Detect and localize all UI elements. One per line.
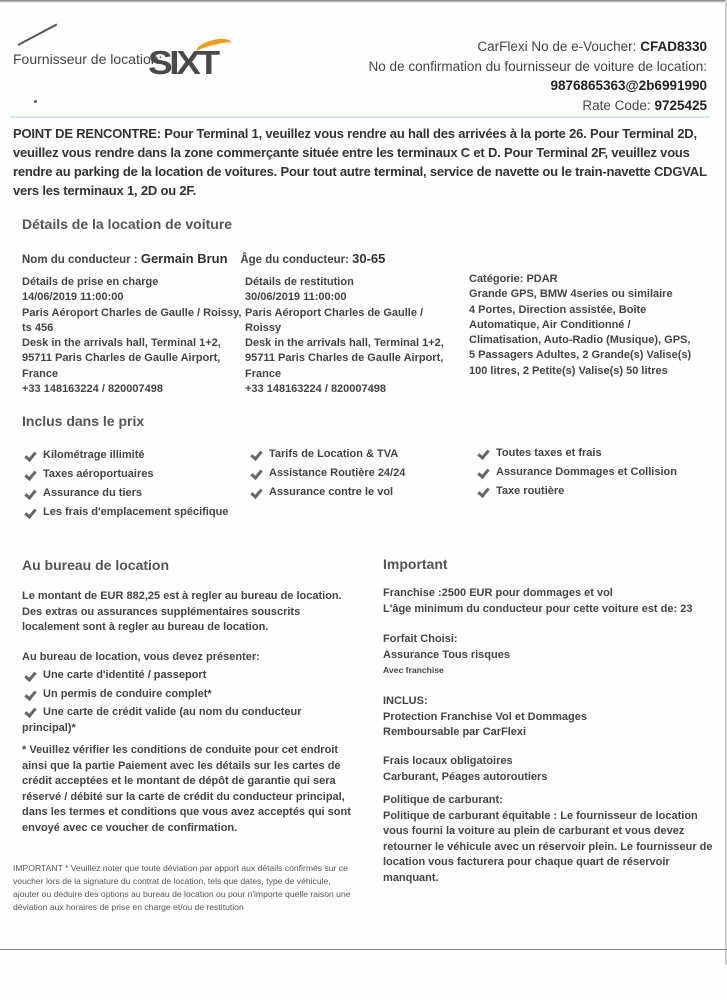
- check-icon: [26, 670, 36, 679]
- package-block: [383, 632, 713, 677]
- check-icon: [252, 468, 262, 477]
- rental-office-title: Au bureau de location: [22, 557, 170, 573]
- check-icon: [479, 448, 489, 457]
- document-item-credit-card: Une carte de crédit valide (au nom du conducteur principal)*: [22, 706, 302, 734]
- pickup-datetime: 14/06/2019 11:00:00: [22, 291, 124, 304]
- included-item: Tarifs de Location & TVA: [252, 444, 405, 463]
- pickup-title: Détails de prise en charge: [22, 276, 159, 288]
- included-item: Les frais d'emplacement spécifique: [26, 502, 228, 521]
- fuel-policy-text: Politique de carburant équitable : Le fournisseur de location vous fourni la voiture au plein de carburant et vous devez retourner le véhicule avec un réservoir plein. Le fournisseur de location vous facturera pour chaque quart de réservoir manquant.: [383, 809, 713, 884]
- included-item: Assurance Dommages et Collision: [479, 462, 677, 481]
- included-line-2: Remboursable par CarFlexi: [383, 726, 527, 738]
- logo-text: SIXT: [148, 44, 217, 81]
- package-label: Forfait Choisi:: [383, 633, 458, 645]
- rate-code-line: [369, 96, 707, 116]
- important-block-1: [383, 586, 713, 617]
- local-fees-block: [383, 754, 713, 785]
- check-icon: [26, 488, 36, 497]
- voucher-label: CarFlexi No de e-Voucher:: [477, 39, 637, 54]
- voucher-value: CFAD8330: [640, 39, 707, 54]
- driver-name: Germain Brun: [140, 251, 228, 266]
- supplier-label: Fournisseur de location:: [13, 51, 163, 67]
- included-line-1: Protection Franchise Vol et Dommages: [383, 710, 587, 723]
- check-icon: [479, 486, 489, 495]
- rental-details-title: Détails de la location de voiture: [22, 216, 233, 232]
- min-age: L'âge minimum du conducteur pour cette voiture est de: 23: [383, 602, 693, 615]
- included-item: Kilométrage illimité: [26, 445, 228, 464]
- check-icon: [26, 450, 36, 459]
- check-icon: [252, 487, 262, 496]
- scan-top-edge: [0, 0, 727, 3]
- car-features: 4 Portes, Direction assistée, Boîte Automatique, Air Conditionné / Climatisation, Auto-Radio (Musique), GPS, 5 Passagers Adultes, 2 Grande(s) Valise(s) 100 litres, 2 Petite(s) Valise(s) 50 litres: [469, 303, 692, 377]
- meeting-point-text: Pour Terminal 1, veuillez vous rendre au hall des arrivées à la porte 26. Pour Terminal 2D, veuillez vous rendre dans la zone commerçante située entre les terminaux C et D. Pour Terminal 2F, veuillez vous rendre au parking de la location de voitures. Pour tout autre terminal, service de navette ou le train-navette CDGVAL vers les terminaux 1, 2D ou 2F.: [13, 126, 707, 198]
- ink-dot: [34, 100, 37, 103]
- return-details: [245, 275, 460, 397]
- included-list-1: [26, 445, 228, 521]
- check-icon: [26, 706, 36, 715]
- included-list-2: [252, 444, 405, 501]
- package-name: Assurance Tous risques: [383, 648, 510, 661]
- header-divider: [10, 116, 710, 118]
- return-title: Détails de restitution: [245, 276, 354, 288]
- driver-line: [22, 251, 385, 266]
- car-category: [469, 272, 694, 379]
- pickup-phone: +33 148163224 / 820007498: [22, 383, 164, 396]
- page-bottom-edge: [0, 949, 727, 950]
- check-icon: [26, 689, 36, 698]
- meeting-point-label: POINT DE RENCONTRE:: [13, 126, 161, 141]
- car-model: Grande GPS, BMW 4series ou similaire: [469, 288, 673, 301]
- voucher-number-line: [369, 37, 707, 57]
- category-title: Catégorie: PDAR: [469, 273, 558, 285]
- included-item: Taxes aéroportuaires: [26, 464, 228, 483]
- check-icon: [26, 469, 36, 478]
- return-phone: +33 148163224 / 820007498: [245, 383, 387, 396]
- driver-age-label: Âge du conducteur:: [240, 254, 349, 266]
- pen-mark: [18, 23, 58, 45]
- pickup-details: [22, 275, 247, 397]
- document-item: Une carte d'identité / passeport: [26, 665, 336, 684]
- package-note: Avec franchise: [383, 665, 444, 675]
- meeting-point: [13, 124, 713, 200]
- check-icon: [479, 467, 489, 476]
- return-location: Paris Aéroport Charles de Gaulle / Roissy: [245, 306, 424, 334]
- included-item: Assurance contre le vol: [252, 482, 405, 501]
- present-label: Au bureau de location, vous devez présenter:: [22, 651, 260, 663]
- local-fees: Carburant, Péages autoroutiers: [383, 770, 548, 783]
- included-item: Toutes taxes et frais: [479, 443, 677, 462]
- included-list-3: [479, 443, 677, 500]
- check-icon: [26, 507, 36, 516]
- included-item: Assistance Routière 24/24: [252, 463, 405, 482]
- document-item: Un permis de conduire complet*: [26, 684, 336, 703]
- included-title: Inclus dans le prix: [22, 413, 145, 429]
- pickup-desk: Desk in the arrivals hall, Terminal 1+2, 95711 Paris Charles de Gaulle Airport, France: [22, 337, 221, 380]
- confirmation-value: 9876865363@2b6991990: [550, 78, 707, 93]
- included-label: INCLUS:: [383, 695, 428, 707]
- franchise: Franchise :2500 EUR pour dommages et vol: [383, 587, 613, 599]
- amount-text: Le montant de EUR 882,25 est à regler au bureau de location. Des extras ou assurances supplémentaires souscrits localement sont à regler au bureau de location.: [22, 590, 342, 633]
- confirmation-label: No de confirmation du fournisseur de voiture de location:: [368, 58, 707, 74]
- driver-age: 30-65: [352, 251, 386, 266]
- important-title: Important: [383, 556, 448, 572]
- sixt-logo: [148, 40, 244, 81]
- return-datetime: 30/06/2019 11:00:00: [245, 291, 347, 304]
- return-desk: Desk in the arrivals hall, Terminal 1+2, 95711 Paris Charles de Gaulle Airport, France: [245, 337, 444, 380]
- driver-name-label: Nom du conducteur :: [22, 254, 138, 266]
- local-fees-label: Frais locaux obligatoires: [383, 755, 513, 767]
- rate-code-label: Rate Code:: [582, 97, 651, 113]
- included-item: Taxe routière: [479, 481, 677, 500]
- pickup-location: Paris Aéroport Charles de Gaulle / Roissy, ts 456: [22, 306, 242, 334]
- fuel-policy-block: [383, 793, 713, 886]
- conditions-footnote: * Veuillez vérifier les conditions de conduite pour cet endroit ainsi que la partie Paiement avec les détails sur les cartes de crédit acceptées et le montant de dépôt de garantie qui sera réservé / débité sur la carte de crédit du conducteur principal, dans les termes et conditions que vous avez acceptés qui sont envoyé avec ce voucher de confirmation.: [22, 744, 351, 834]
- voucher-info: [369, 37, 707, 115]
- fuel-policy-label: Politique de carburant:: [383, 794, 503, 806]
- check-icon: [252, 449, 262, 458]
- rate-code-value: 9725425: [654, 97, 707, 113]
- documents-list: [26, 665, 336, 703]
- included-item: Assurance du tiers: [26, 483, 228, 502]
- important-note: IMPORTANT * Veuillez noter que toute déviation par apport aux détails confirmés sur ce voucher lors de la signature du contrat de location, tels que dates, type de véhicule, ajouter ou deduire des options au bureau de location ou pour n'importe quelle raison une déviation aux horaires de prise en charge et/ou de restitution: [13, 863, 351, 912]
- included-block: [383, 694, 713, 741]
